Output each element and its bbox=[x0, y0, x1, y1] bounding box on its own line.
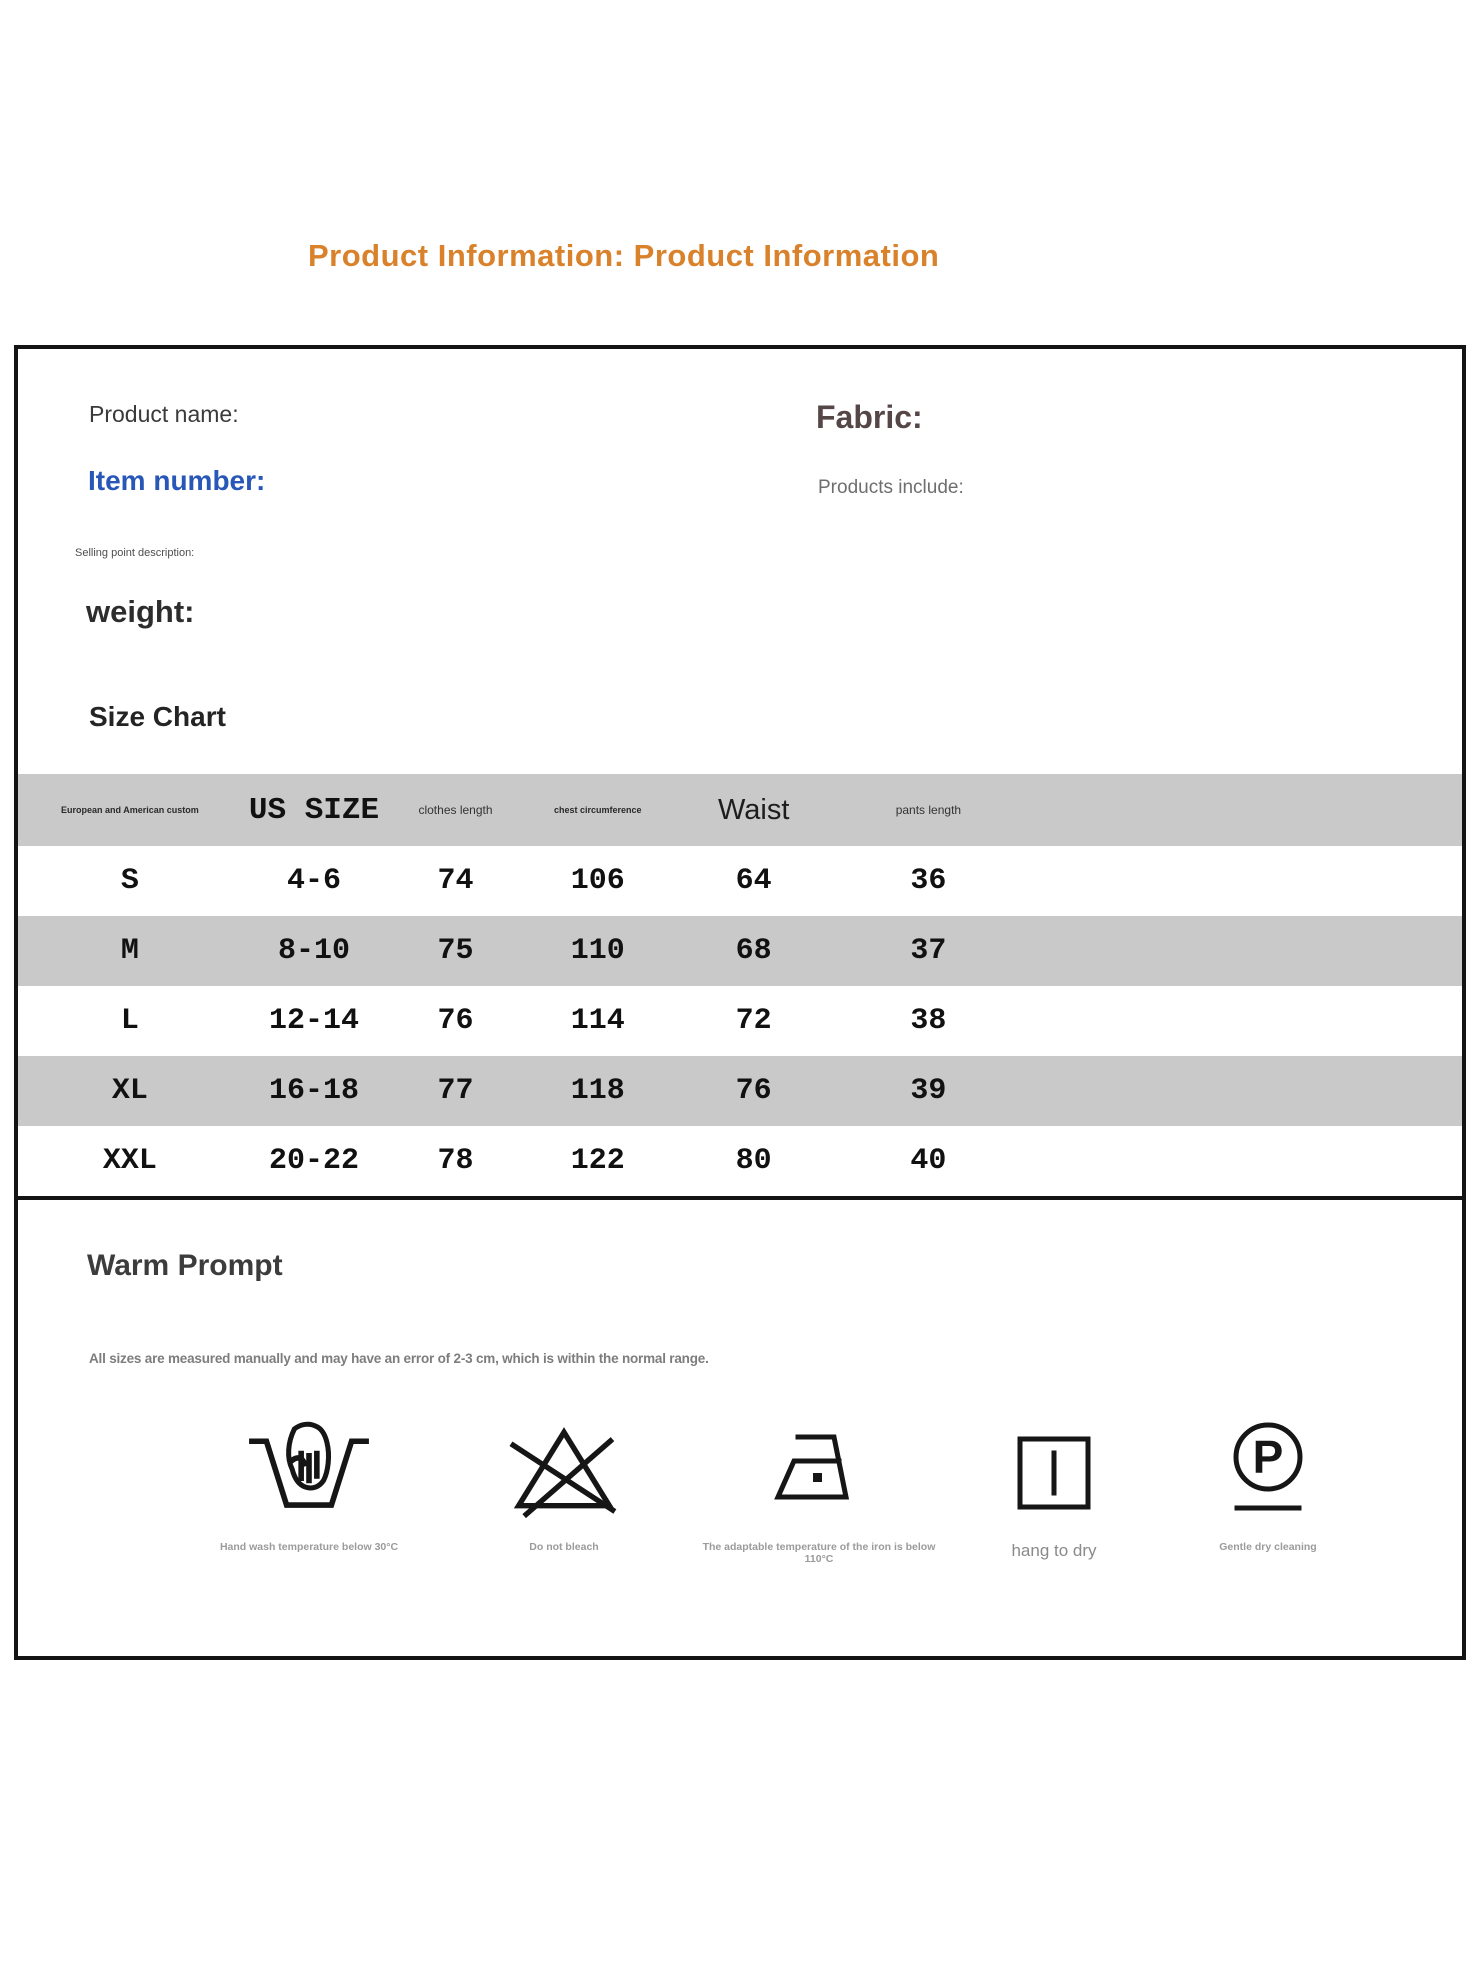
col-header-us-size: US SIZE bbox=[248, 792, 380, 828]
svg-text:P: P bbox=[1252, 1431, 1284, 1483]
care-instruction-iron-low bbox=[689, 1401, 949, 1565]
size-row-xl: XL 16-18 77 118 76 39 bbox=[18, 1056, 1462, 1126]
warm-prompt-title: Warm Prompt bbox=[87, 1249, 283, 1282]
care-caption-gentle-dry-clean: Gentle dry cleaning bbox=[1219, 1541, 1317, 1553]
page-title: Product Information: Product Information bbox=[308, 238, 940, 273]
care-caption-do-not-bleach: Do not bleach bbox=[529, 1541, 599, 1553]
size-row-l: L 12-14 76 114 72 38 bbox=[120, 1004, 947, 1038]
selling-point-label: Selling point description: bbox=[75, 547, 195, 559]
do-not-bleach-icon bbox=[434, 1401, 694, 1523]
col-header-waist: Waist bbox=[717, 793, 790, 826]
fabric-label: Fabric: bbox=[816, 399, 923, 435]
care-instruction-hand-wash bbox=[179, 1401, 439, 1553]
hand-wash-icon bbox=[179, 1401, 439, 1523]
iron-low-temp-icon bbox=[689, 1401, 949, 1523]
size-chart-header-row bbox=[18, 774, 1462, 846]
size-row-s: S 4-6 74 106 64 36 bbox=[120, 864, 947, 898]
col-header-pants-length: pants length bbox=[895, 803, 962, 817]
size-row-m: M 8-10 75 110 68 37 bbox=[18, 916, 1462, 986]
item-number-label: Item number: bbox=[88, 465, 266, 496]
care-caption-hand-wash: Hand wash temperature below 30°C bbox=[219, 1541, 399, 1553]
size-row-xxl: XXL 20-22 78 122 80 40 bbox=[102, 1144, 947, 1178]
products-include-label: Products include: bbox=[818, 477, 964, 498]
product-name-label: Product name: bbox=[89, 401, 239, 427]
size-chart-title: Size Chart bbox=[89, 701, 226, 732]
col-header-chest: chest circumference bbox=[553, 805, 642, 815]
care-caption-hang-to-dry: hang to dry bbox=[1011, 1541, 1097, 1560]
gentle-dry-clean-icon bbox=[1138, 1401, 1398, 1523]
product-info-sheet bbox=[14, 345, 1466, 1660]
col-header-clothes-length: clothes length bbox=[418, 803, 493, 817]
care-instruction-do-not-bleach bbox=[434, 1401, 694, 1553]
col-header-eu-us-size: European and American custom bbox=[61, 805, 199, 815]
weight-label: weight: bbox=[86, 594, 195, 629]
care-caption-iron-low: The adaptable temperature of the iron is below 110°C bbox=[702, 1541, 936, 1565]
care-instruction-gentle-dry-clean bbox=[1138, 1401, 1398, 1553]
size-chart-table bbox=[18, 774, 1462, 1200]
warm-prompt-note: All sizes are measured manually and may have an error of 2-3 cm, which is within the normal range. bbox=[89, 1351, 709, 1366]
